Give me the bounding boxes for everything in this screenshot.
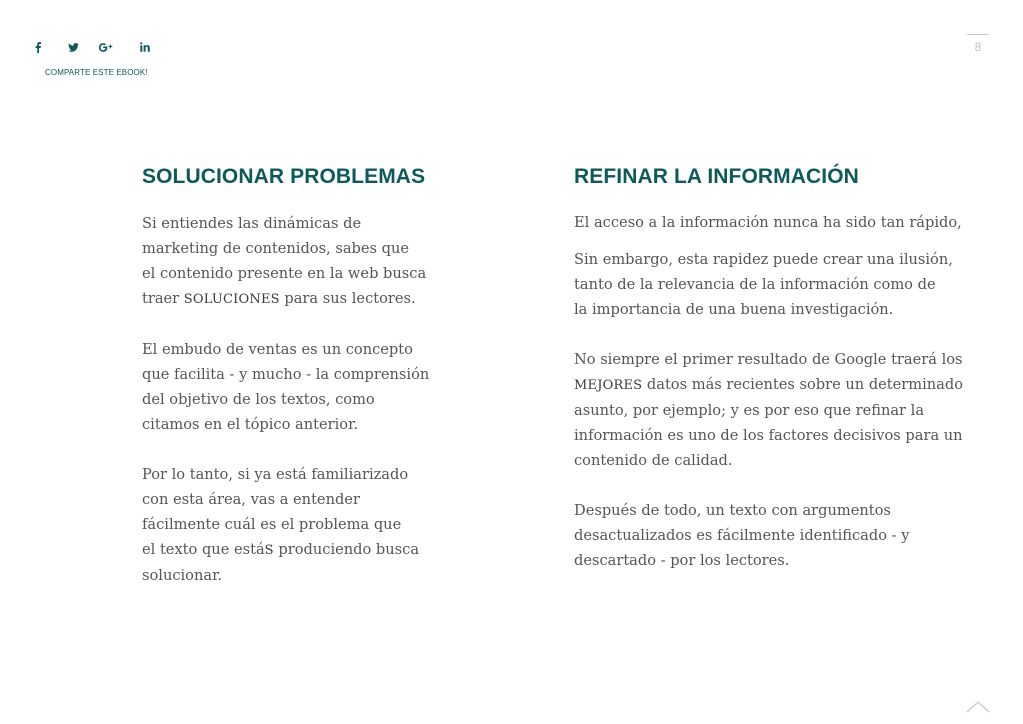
page-number-divider <box>967 34 989 35</box>
paragraph <box>142 337 442 437</box>
text-line: información es uno de los factores decisivos para un <box>574 427 963 444</box>
text-line: solucionar. <box>142 567 223 584</box>
text-line: El acceso a la información nunca ha sido tan rápido, <box>574 214 962 231</box>
text-line: tanto de la relevancia de la información como de <box>574 276 936 293</box>
emphasis-text: MEJORES <box>574 378 643 393</box>
chevron-up-icon <box>964 698 992 714</box>
text-fragment: el texto que está <box>142 541 265 558</box>
page-number: 8 <box>974 40 982 54</box>
text-line: El embudo de ventas es un concepto <box>142 341 413 358</box>
paragraph <box>574 498 974 573</box>
text-line: el contenido presente en la web busca <box>142 265 427 282</box>
left-column <box>142 162 442 588</box>
text-line: fácilmente cuál es el problema que <box>142 516 402 533</box>
facebook-icon[interactable] <box>30 39 46 55</box>
paragraph <box>574 210 974 235</box>
text-line: asunto, por ejemplo; y es por eso que refinar la <box>574 402 925 419</box>
paragraph <box>574 347 974 473</box>
paragraph <box>142 211 442 312</box>
section-heading-refinar: REFINAR LA INFORMACIÓN <box>574 165 859 188</box>
text-fragment: produciendo busca <box>273 541 420 558</box>
text-fragment: traer <box>142 290 184 307</box>
text-line: Por lo tanto, si ya está familiarizado <box>142 466 409 483</box>
twitter-icon[interactable] <box>65 39 81 55</box>
share-bar <box>30 38 170 77</box>
emphasis-text: SOLUCIONES <box>183 292 280 307</box>
text-line: descartado - por los lectores. <box>574 552 790 569</box>
paragraph <box>142 462 442 588</box>
text-fragment: datos más recientes sobre un determinado <box>642 376 964 393</box>
text-line: del objetivo de los textos, como <box>142 391 375 408</box>
text-line: citamos en el tópico anterior. <box>142 416 359 433</box>
text-line: desactualizados es fácilmente identificado - y <box>574 527 910 544</box>
section-heading-solucionar: SOLUCIONAR PROBLEMAS <box>142 165 426 188</box>
text-line: la importancia de una buena investigación. <box>574 301 894 318</box>
text-fragment: para sus lectores. <box>279 290 416 307</box>
text-line: Sin embargo, esta rapidez puede crear una ilusión, <box>574 251 953 268</box>
text-line: Después de todo, un texto con argumentos <box>574 502 891 519</box>
google-plus-icon[interactable] <box>98 39 114 55</box>
linkedin-icon[interactable] <box>137 39 153 55</box>
text-line: que facilita - y mucho - la comprensión <box>142 366 430 383</box>
text-line: con esta área, vas a entender <box>142 491 360 508</box>
text-line: No siempre el primer resultado de Google traerá los <box>574 351 963 368</box>
text-line: marketing de contenidos, sabes que <box>142 240 410 257</box>
share-icons <box>30 38 170 56</box>
right-column <box>574 162 974 573</box>
scroll-to-top-button[interactable] <box>964 698 992 714</box>
text-line: contenido de calidad. <box>574 452 733 469</box>
share-caption: COMPARTE ESTE EBOOK! <box>45 68 148 77</box>
paragraph <box>574 247 974 322</box>
emphasis-text: S <box>264 543 274 558</box>
text-line: Si entiendes las dinámicas de <box>142 215 362 232</box>
